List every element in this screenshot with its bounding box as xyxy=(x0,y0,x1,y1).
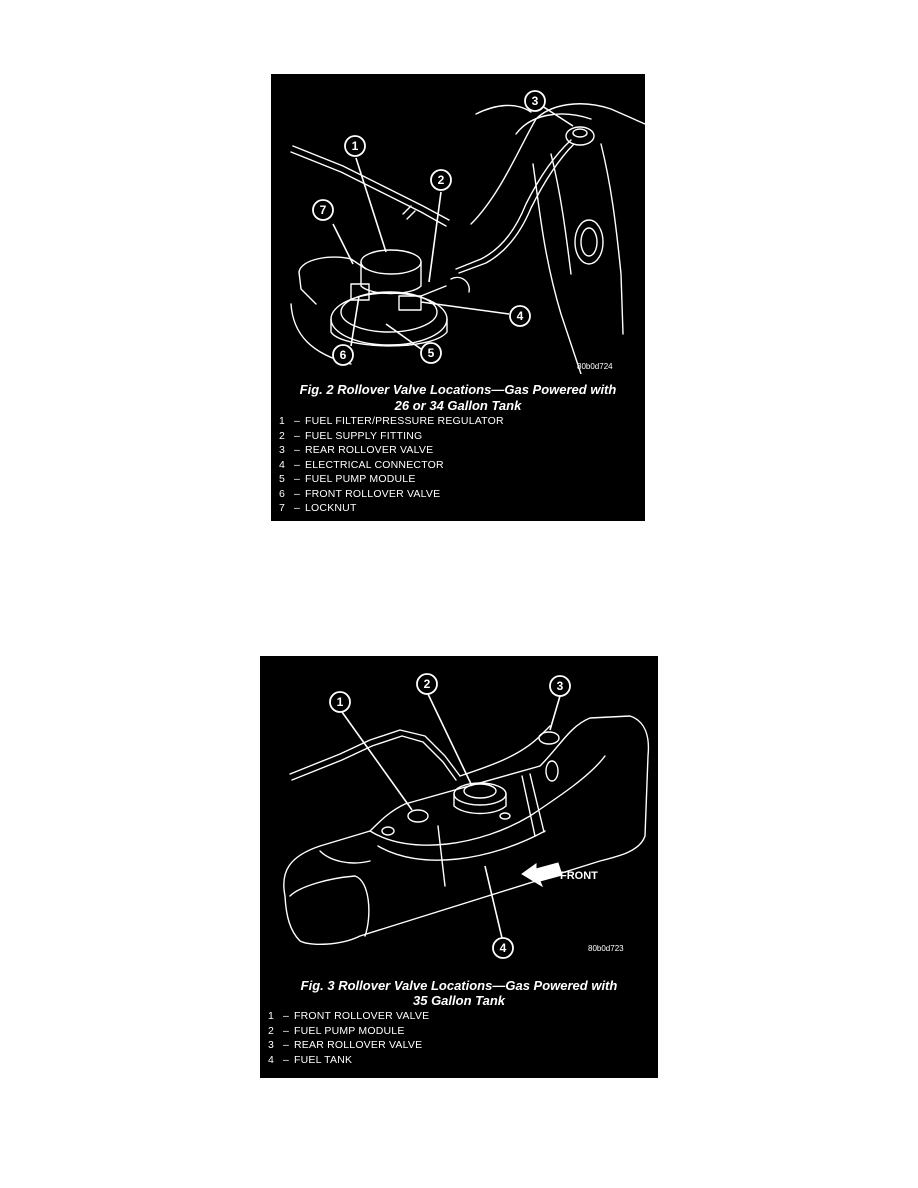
figure-caption-line-2: 35 Gallon Tank xyxy=(413,993,505,1008)
figure-code: 80b0d724 xyxy=(577,362,613,371)
front-label: FRONT xyxy=(560,870,598,882)
legend-item: 5 – FUEL PUMP MODULE xyxy=(279,473,416,485)
callout-number: 3 xyxy=(556,679,564,693)
callout-number: 5 xyxy=(427,346,435,360)
callout-number: 2 xyxy=(423,677,431,691)
figure-3-legend xyxy=(268,1009,429,1067)
callout-number: 7 xyxy=(319,203,327,217)
callout-number: 2 xyxy=(437,173,445,187)
figure-3-illustration xyxy=(260,656,658,966)
figure-2-illustration xyxy=(271,74,645,374)
callout-number: 6 xyxy=(339,348,347,362)
figure-caption-line-1: Fig. 3 Rollover Valve Locations—Gas Powered with xyxy=(300,978,618,993)
callout-number: 4 xyxy=(499,941,507,955)
figure-caption-line-2: 26 or 34 Gallon Tank xyxy=(394,398,522,413)
legend-item: 7 – LOCKNUT xyxy=(279,502,357,514)
callout-number: 3 xyxy=(531,94,539,108)
legend-item: 3 – REAR ROLLOVER VALVE xyxy=(279,444,434,456)
figure-code: 80b0d723 xyxy=(588,944,624,953)
figure-2-panel xyxy=(271,74,645,521)
front-arrow-icon xyxy=(522,863,562,886)
legend-item: 1 – FRONT ROLLOVER VALVE xyxy=(268,1010,430,1022)
legend-item: 2 – FUEL PUMP MODULE xyxy=(268,1024,405,1037)
legend-item: 4 – ELECTRICAL CONNECTOR xyxy=(279,458,444,471)
legend-item: 6 – FRONT ROLLOVER VALVE xyxy=(279,487,441,500)
figure-caption-line-1: Fig. 2 Rollover Valve Locations—Gas Powered with xyxy=(299,382,617,397)
callout-number: 1 xyxy=(336,695,344,709)
legend-item: 3 – REAR ROLLOVER VALVE xyxy=(268,1039,423,1051)
legend-item: 1 – FUEL FILTER/PRESSURE REGULATOR xyxy=(279,415,504,427)
callout-number: 4 xyxy=(516,309,524,323)
figure-3-panel xyxy=(260,656,658,1078)
figure-2-legend xyxy=(279,414,504,516)
legend-item: 2 – FUEL SUPPLY FITTING xyxy=(279,429,423,442)
legend-item: 4 – FUEL TANK xyxy=(268,1053,353,1066)
callout-number: 1 xyxy=(351,139,359,153)
